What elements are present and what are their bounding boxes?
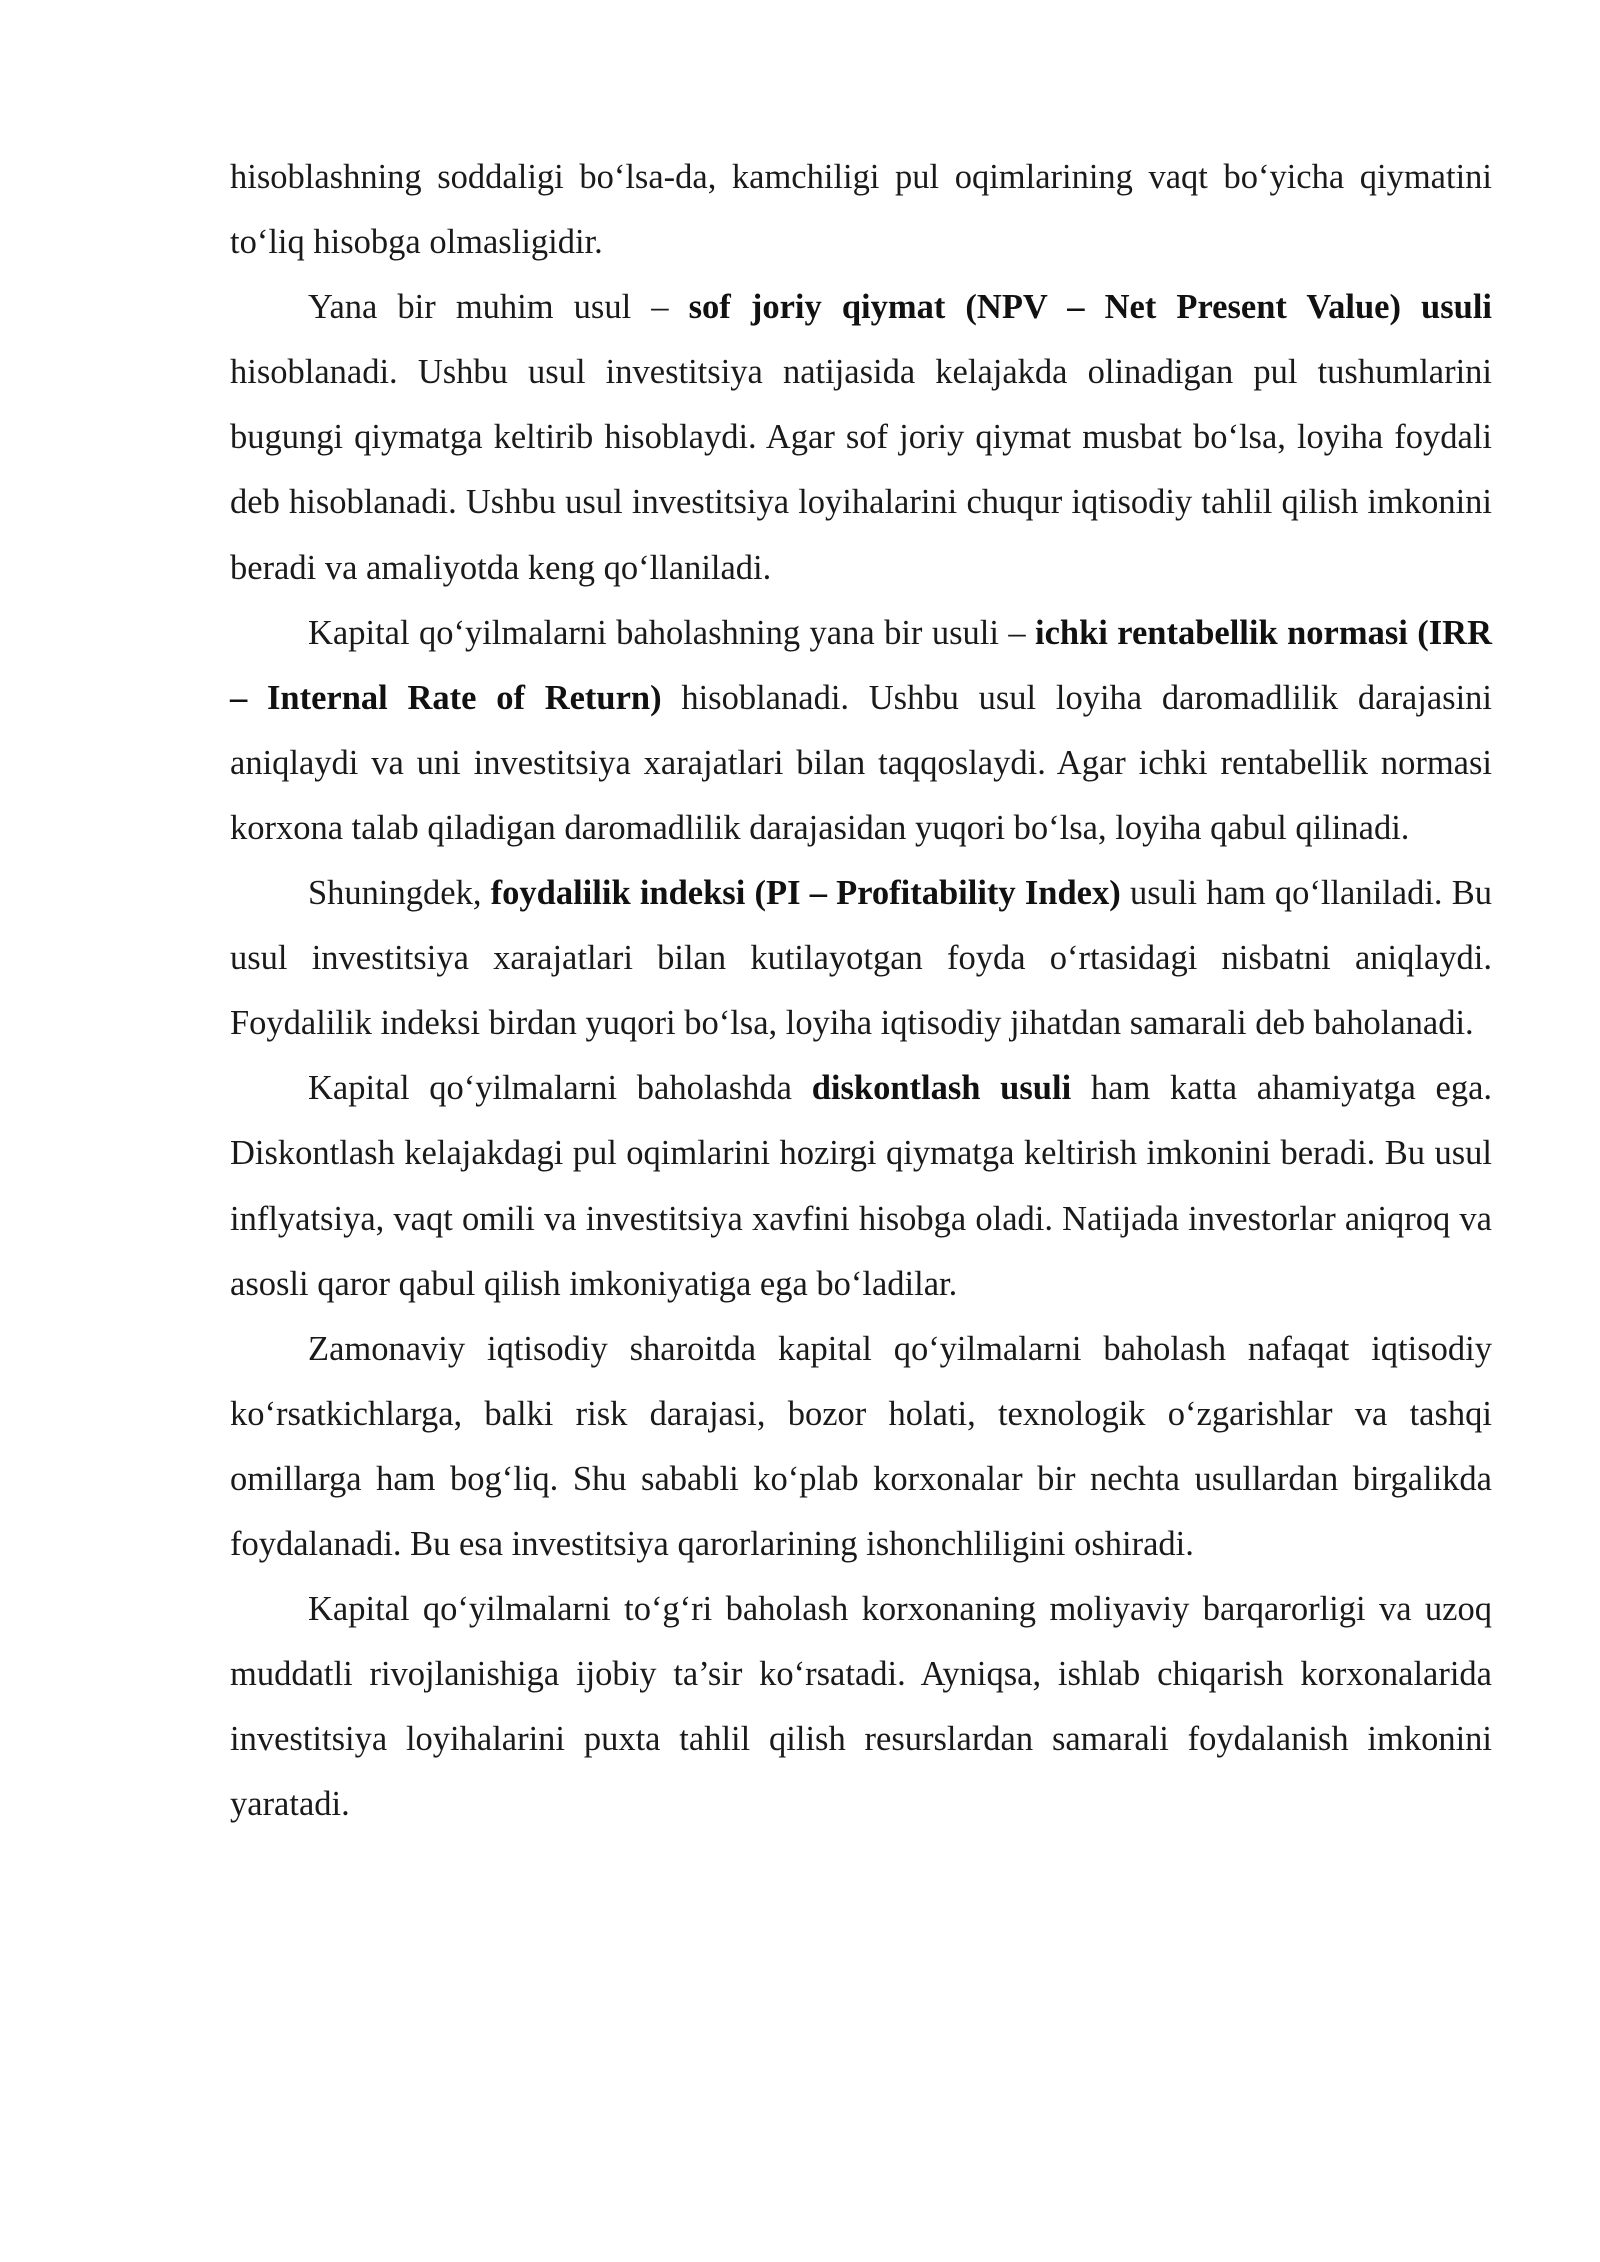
paragraph-npv-intro: Yana bir muhim usul – (308, 288, 689, 327)
paragraph-conclusion (230, 1577, 1492, 1837)
paragraph-discounting-body: ham katta ahamiyatga ega. Diskontlash kelajakdagi pul oqimlarini hozirgi qiymatga keltirish imkonini beradi. Bu usul inflyatsiya, vaqt omili va investitsiya xavfini hisobga oladi. Natijada investorlar aniqroq va asosli qaror qabul qilish imkoniyatiga ega bo‘ladilar. (230, 1069, 1493, 1303)
document-body (230, 145, 1492, 1837)
paragraph-npv (230, 275, 1492, 600)
paragraph-modern-conditions-text: Zamonaviy iqtisodiy sharoitda kapital qo‘yilmalarni baholash nafaqat iqtisodiy ko‘rsatkichlarga, balki risk darajasi, bozor holati, texnologik o‘zgarishlar va tashqi omillarga ham bog‘liq. Shu sababli ko‘plab korxonalar bir nechta usullardan birgalikda foydalanadi. Bu esa investitsiya qarorlarining ishonchliligini oshiradi. (230, 1329, 1492, 1563)
pi-method-term: foydalilik indeksi (PI – Profitability Index) (490, 874, 1121, 913)
paragraph-pi-intro: Shuningdek, (308, 874, 491, 913)
paragraph-irr-intro: Kapital qo‘yilmalarni baholashning yana bir usuli – (308, 613, 1036, 652)
paragraph-1-text: hisoblashning soddaligi bo‘lsa-da, kamchiligi pul oqimlarining vaqt bo‘yicha qiymatini to‘liq hisobga olmasligidir. (230, 158, 1492, 262)
paragraph-irr-body: hisoblanadi. Ushbu usul loyiha daromadlilik darajasini aniqlaydi va uni investitsiya xarajatlari bilan taqqoslaydi. Agar ichki rentabellik normasi korxona talab qiladigan daromadlilik darajasidan yuqori bo‘lsa, loyiha qabul qilinadi. (230, 678, 1492, 847)
paragraph-irr (230, 601, 1492, 861)
irr-method-term: ichki rentabellik normasi (IRR – Internal Rate of Return) (230, 613, 1492, 717)
paragraph-npv-body: hisoblanadi. Ushbu usul investitsiya natijasida kelajakda olinadigan pul tushumlarini bugungi qiymatga keltirib hisoblaydi. Agar sof joriy qiymat musbat bo‘lsa, loyiha foydali deb hisoblanadi. Ushbu usul investitsiya loyihalarini chuqur iqtisodiy tahlil qilish imkonini beradi va amaliyotda keng qo‘llaniladi. (230, 353, 1492, 587)
paragraph-1 (230, 145, 1492, 275)
discounting-method-term: diskontlash usuli (811, 1069, 1072, 1108)
npv-method-term: sof joriy qiymat (NPV – Net Present Value) usuli (688, 288, 1492, 327)
paragraph-discounting (230, 1056, 1492, 1316)
paragraph-pi-body: usuli ham qo‘llaniladi. Bu usul investitsiya xarajatlari bilan kutilayotgan foyda o‘rtasidagi nisbatni aniqlaydi. Foydalilik indeksi birdan yuqori bo‘lsa, loyiha iqtisodiy jihatdan samarali deb baholanadi. (230, 874, 1493, 1043)
paragraph-discounting-intro: Kapital qo‘yilmalarni baholashda (308, 1069, 812, 1108)
paragraph-modern-conditions (230, 1317, 1492, 1577)
paragraph-pi (230, 861, 1492, 1056)
paragraph-conclusion-text: Kapital qo‘yilmalarni to‘g‘ri baholash korxonaning moliyaviy barqarorligi va uzoq muddatli rivojlanishiga ijobiy ta’sir ko‘rsatadi. Ayniqsa, ishlab chiqarish korxonalarida investitsiya loyihalarini puxta tahlil qilish resurslardan samarali foydalanish imkonini yaratadi. (230, 1590, 1492, 1824)
